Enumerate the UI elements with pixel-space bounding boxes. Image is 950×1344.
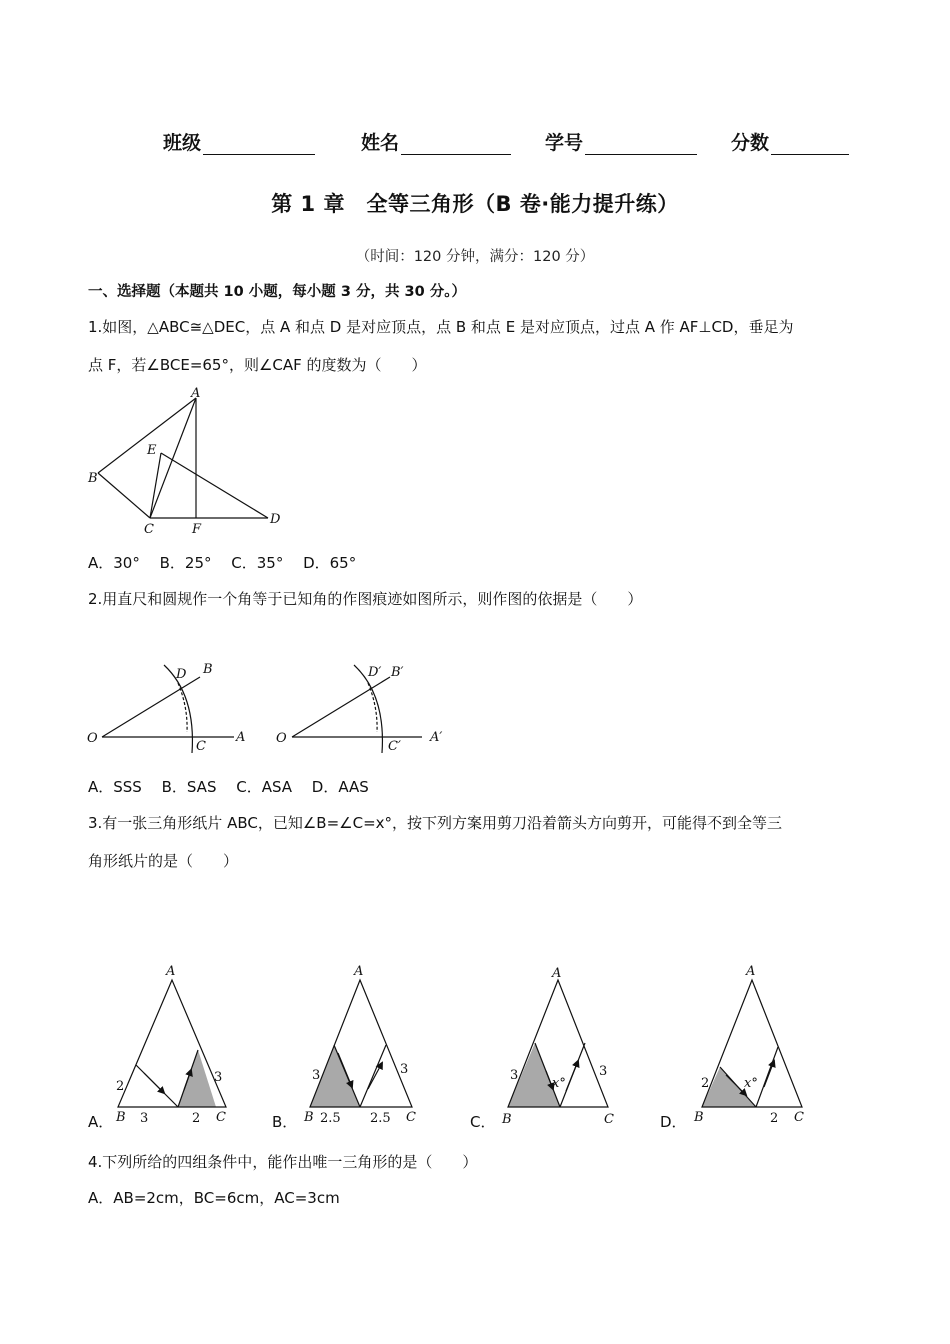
- q3-figures: [80, 955, 840, 1135]
- q3-option-c: C．: [470, 1113, 496, 1131]
- q3d-label-c: C: [794, 1110, 804, 1125]
- q3b-len-left: 3: [312, 1068, 321, 1083]
- page-title: 第 1 章 全等三角形（B 卷·能力提升练）: [271, 192, 679, 216]
- q3d-label-a: A: [746, 964, 756, 979]
- q2l-label-d: D: [176, 667, 187, 682]
- q3-option-b: B．: [272, 1113, 298, 1131]
- id-label: 学号: [545, 132, 584, 154]
- q3c-len-left: 3: [510, 1068, 519, 1083]
- q2-text-line1: 2.用直尺和圆规作一个角等于已知角的作图痕迹如图所示，则作图的依据是（ ）: [88, 590, 643, 608]
- q3d-label-b: B: [694, 1110, 704, 1125]
- q4-option-a: A．AB=2cm，BC=6cm，AC=3cm: [88, 1189, 340, 1207]
- q3c-label-c: C: [604, 1112, 614, 1127]
- q3d-angle: x°: [744, 1076, 758, 1091]
- class-label: 班级: [163, 132, 202, 154]
- q3d-len-bottom: 2: [770, 1111, 779, 1126]
- q2r-label-b: B′: [391, 665, 404, 680]
- class-field[interactable]: [203, 134, 315, 155]
- q3a-len-left: 2: [116, 1079, 125, 1094]
- q3c-label-b: B: [502, 1112, 512, 1127]
- q3a-len-br: 2: [192, 1111, 201, 1126]
- q3a-len-right: 3: [214, 1070, 223, 1085]
- q3-fig-a: [115, 964, 226, 1126]
- q1-label-a: A: [191, 386, 201, 401]
- q3-text-line2: 角形纸片的是（ ）: [88, 852, 239, 870]
- q3b-label-a: A: [354, 964, 364, 979]
- q1-label-c: C: [144, 522, 154, 537]
- q1-label-d: D: [270, 512, 281, 527]
- q3-fig-d: [693, 964, 804, 1126]
- q3c-len-right: 3: [599, 1064, 608, 1079]
- q3a-label-a: A: [166, 964, 176, 979]
- q2r-label-d: D′: [368, 665, 382, 680]
- exam-info: （时间：120 分钟，满分：120 分）: [355, 249, 595, 265]
- q1-options: A．30° B．25° C．35° D．65°: [88, 554, 357, 572]
- q3-option-d: D．: [660, 1113, 687, 1131]
- q3-option-a: A．: [88, 1113, 114, 1131]
- q3a-label-b: B: [116, 1110, 126, 1125]
- q3d-arrow2: [764, 1061, 774, 1087]
- q3b-arrow2: [368, 1063, 382, 1089]
- q4-text-line1: 4.下列所给的四组条件中，能作出唯一三角形的是（ ）: [88, 1153, 478, 1171]
- q3b-label-b: B: [304, 1110, 314, 1125]
- q3b-label-c: C: [406, 1110, 416, 1125]
- q1-text-line1: 1.如图，△ABC≅△DEC，点 A 和点 D 是对应顶点，点 B 和点 E 是对应顶点，过点 A 作 AF⊥CD，垂足为: [88, 318, 794, 336]
- q1-label-f: F: [192, 522, 202, 537]
- q3c-label-a: A: [552, 966, 562, 981]
- q1-label-e: E: [147, 443, 157, 458]
- score-field[interactable]: [771, 134, 849, 155]
- q3a-shade: [178, 1050, 216, 1107]
- q2l-label-b: B: [203, 662, 213, 677]
- q3b-len-right: 3: [400, 1062, 409, 1077]
- q3b-len-br: 2.5: [370, 1111, 391, 1126]
- q3c-angle: x°: [552, 1076, 566, 1091]
- q2-figure-left: [84, 655, 259, 755]
- q3a-arrow1: [144, 1073, 164, 1093]
- q1-seg-ec: [150, 453, 161, 518]
- q1-label-b: B: [88, 471, 98, 486]
- q3d-cut2: [756, 1047, 778, 1107]
- score-label: 分数: [731, 132, 770, 154]
- q3b-len-bl: 2.5: [320, 1111, 341, 1126]
- q3-fig-c: [501, 966, 614, 1127]
- id-field[interactable]: [585, 134, 697, 155]
- q1-seg-ed: [161, 453, 268, 518]
- q3c-arrow2: [566, 1061, 578, 1091]
- section-heading: 一、选择题（本题共 10 小题，每小题 3 分，共 30 分。）: [88, 284, 466, 300]
- name-label: 姓名: [361, 132, 400, 154]
- q3-text-line1: 3.有一张三角形纸片 ABC，已知∠B=∠C=x°，按下列方案用剪刀沿着箭头方向剪开，可能得不到全等三: [88, 814, 783, 832]
- q3a-len-bl: 3: [140, 1111, 149, 1126]
- q2r-label-o: O: [276, 731, 287, 746]
- student-info-row: [163, 128, 849, 155]
- q1-text-line2: 点 F，若∠BCE=65°，则∠CAF 的度数为（ ）: [88, 356, 427, 374]
- q2l-label-c: C: [196, 739, 206, 754]
- q2r-label-a: A′: [430, 730, 443, 745]
- q3d-len-left: 2: [701, 1076, 710, 1091]
- q3a-label-c: C: [216, 1110, 226, 1125]
- q1-figure: [84, 385, 294, 540]
- q3b-cut2: [360, 1045, 386, 1107]
- q1-seg-bc: [98, 473, 150, 518]
- q2l-label-a: A: [236, 730, 246, 745]
- q2-options: A．SSS B．SAS C．ASA D．AAS: [88, 778, 369, 796]
- q2-figure-right: [272, 655, 457, 755]
- name-field[interactable]: [401, 134, 511, 155]
- q3-fig-b: [303, 964, 416, 1126]
- q2l-label-o: O: [87, 731, 98, 746]
- q2r-label-c: C′: [388, 739, 401, 754]
